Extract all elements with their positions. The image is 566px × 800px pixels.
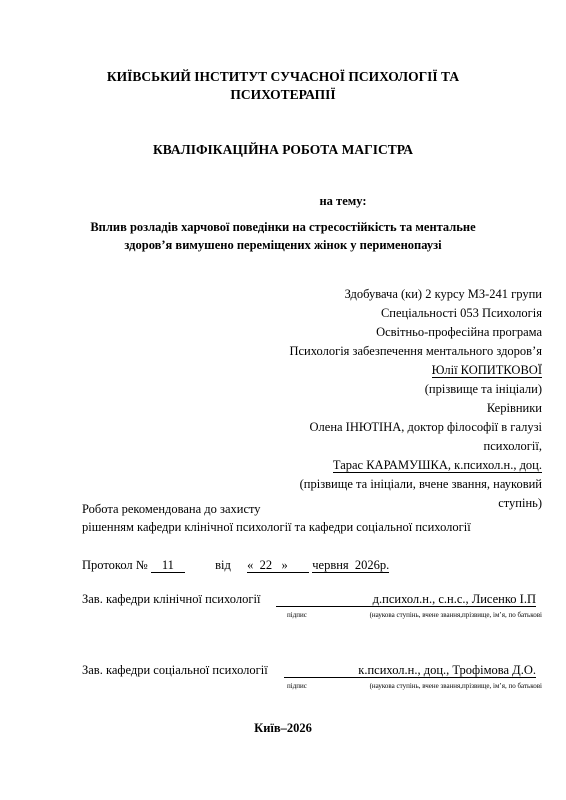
topic-label: на тему: [319, 194, 367, 208]
head-social-sign-caption: підпис [287, 682, 307, 690]
thesis-topic [0, 218, 566, 254]
head-social-label: Зав. кафедри соціальної психології [82, 663, 268, 677]
head-clinical-info-caption: (наукова ступінь, вчене звання,прізвище, ім’я, по батькові [369, 611, 542, 619]
protocol-month-year: червня 2026р. [312, 558, 390, 572]
protocol-number: 11 [151, 558, 185, 573]
author-line: Здобувача (ки) 2 курсу МЗ-241 групи [344, 287, 542, 301]
quote-open: « [247, 558, 254, 572]
author-supervisor-block [250, 285, 542, 513]
author-name-value: Юлії КОПИТКОВОЇ [431, 363, 542, 377]
head-social-info-caption: (наукова ступінь, вчене звання,прізвище, ім’я, по батькові [369, 682, 542, 690]
head-social-row [82, 661, 542, 679]
quote-close: » [281, 558, 288, 572]
institute-title-line2: ПСИХОТЕРАПІЇ [230, 87, 336, 102]
institute-title [0, 68, 566, 104]
work-type-heading: КВАЛІФІКАЦІЙНА РОБОТА МАГІСТРА [152, 142, 414, 157]
head-clinical-label: Зав. кафедри клінічної психології [82, 592, 261, 606]
head-social-value: к.психол.н., доц., Трофімова Д.О. [284, 663, 536, 678]
city-year: Київ–2026 [254, 721, 312, 735]
protocol-line [82, 556, 542, 574]
author-line: (прізвище та ініціали) [424, 382, 542, 396]
institute-title-line1: КИЇВСЬКИЙ ІНСТИТУТ СУЧАСНОЇ ПСИХОЛОГІЇ ТА [106, 69, 460, 84]
supervisor2-value: Тарас КАРАМУШКА, к.психол.н., доц. [332, 458, 542, 472]
author-line: Освітньо-професійна програма [376, 325, 542, 339]
supervisor-line [250, 456, 542, 475]
recommendation-line2: рішенням кафедри клінічної психології та кафедри соціальної психології [82, 520, 471, 534]
head-clinical-row [82, 590, 542, 608]
protocol-day: 22 [259, 558, 273, 572]
supervisor-caption: (прізвище та ініціали, вчене звання, науковий [299, 477, 542, 491]
thesis-topic-line1: Вплив розладів харчової поведінки на стресостійкість та ментальне [90, 220, 476, 234]
supervisors-label: Керівники [486, 401, 542, 415]
thesis-topic-line2: здоров’я вимушено переміщених жінок у перименопаузі [124, 238, 442, 252]
author-line: Психологія забезпечення ментального здоров’я [289, 344, 542, 358]
author-line: Спеціальності 053 Психологія [380, 306, 542, 320]
supervisor-line: Олена ІНЮТІНА, доктор філософії в галузі [309, 420, 542, 434]
head-clinical-sign-caption: підпис [287, 611, 307, 619]
protocol-day-field [247, 558, 309, 573]
recommendation [82, 500, 552, 536]
protocol-label: Протокол № [82, 558, 148, 572]
supervisor-caption: ступінь) [498, 496, 542, 510]
protocol-from: від [215, 558, 231, 572]
recommendation-line1: Робота рекомендована до захисту [82, 502, 261, 516]
supervisor-line: психології, [483, 439, 542, 453]
author-name [250, 361, 542, 380]
head-clinical-value: д.психол.н., с.н.с., Лисенко І.П [276, 592, 536, 607]
